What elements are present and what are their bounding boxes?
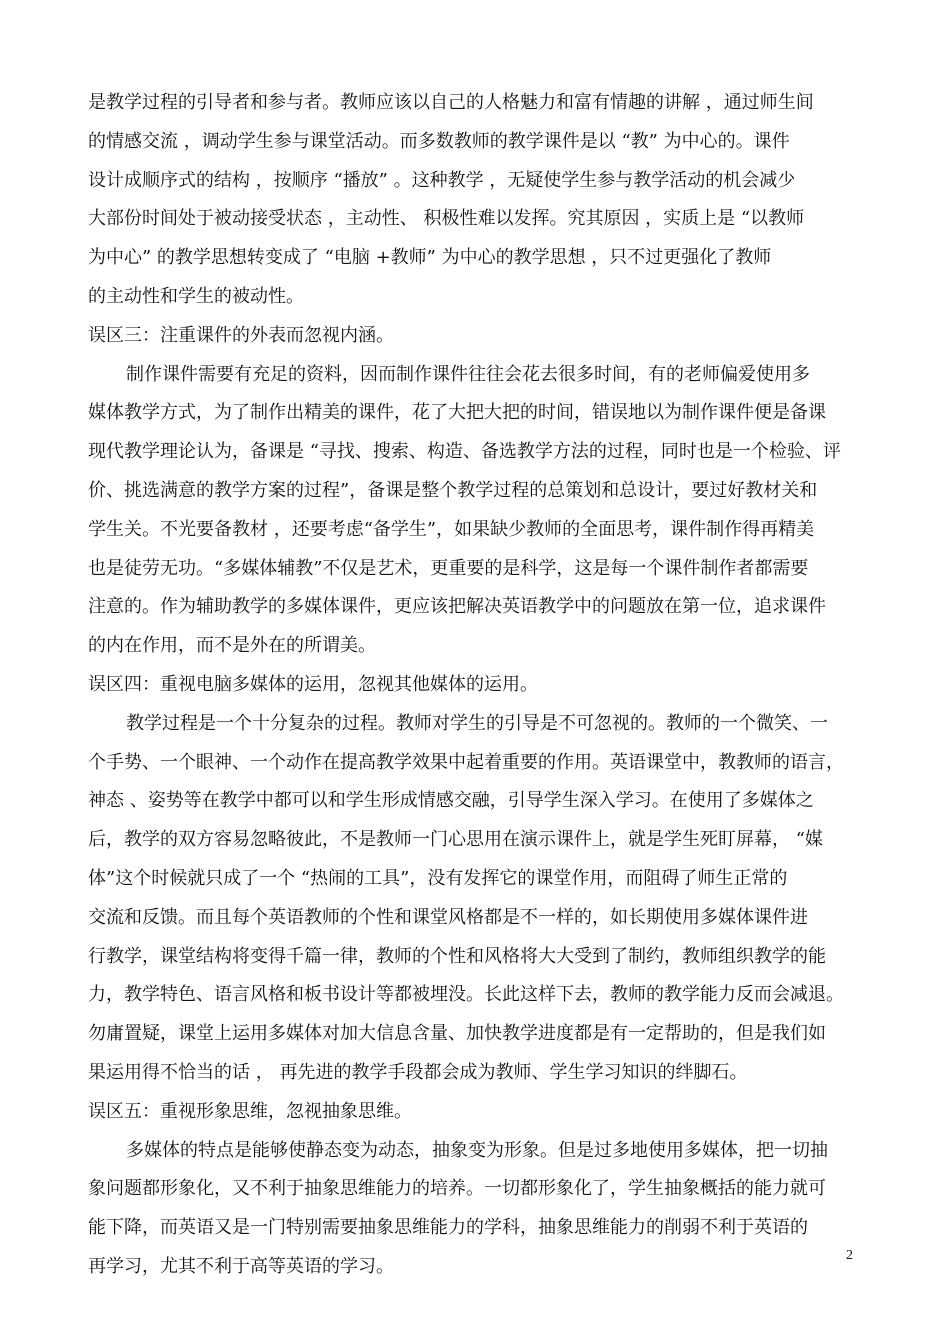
text-line: 大部份时间处于被动接受状态 ，主动性、 积极性难以发挥。究其原因 ，实质上是 “以教师 [88, 208, 805, 230]
text-line: 的主动性和学生的被动性。 [88, 285, 304, 307]
page-number: 2 [846, 1248, 853, 1263]
text-line: 果运用得不恰当的话 ， 再先进的教学手段都会成为教师、学生学习知识的绊脚石。 [88, 1061, 748, 1083]
text-line: 力，教学特色、语言风格和板书设计等都被埋没。长此这样下去，教师的教学能力反而会减退。 [88, 984, 844, 1006]
text-line: 制作课件需要有充足的资料，因而制作课件往往会花去很多时间，有的老师偏爱使用多 [126, 363, 810, 385]
text-line: 也是徒劳无功。“多媒体辅教”不仅是艺术，更重要的是科学，这是每一个课件制作者都需要 [88, 557, 809, 579]
text-line: 个手势、一个眼神、一个动作在提高教学效果中起着重要的作用。英语课堂中，教教师的语言， [88, 751, 844, 773]
text-line: 现代教学理论认为，备课是 “寻找、搜索、构造、备选教学方法的过程，同时也是一个检验、评 [88, 441, 841, 463]
text-line: 媒体教学方式，为了制作出精美的课件，花了大把大把的时间，错误地以为制作课件便是备课 [88, 402, 826, 424]
text-line: 能下降，而英语又是一门特别需要抽象思维能力的学科，抽象思维能力的削弱不利于英语的 [88, 1217, 808, 1239]
section-heading: 误区五：重视形象思维，忽视抽象思维。 [88, 1100, 412, 1122]
text-line: 后，教学的双方容易忽略彼此，不是教师一门心思用在演示课件上，就是学生死盯屏幕， “媒 [88, 829, 823, 851]
text-line: 注意的。作为辅助教学的多媒体课件，更应该把解决英语教学中的问题放在第一位，追求课件 [88, 596, 826, 618]
text-line: 是教学过程的引导者和参与者。教师应该以自己的人格魅力和富有情趣的讲解 ，通过师生间 [88, 92, 814, 113]
text-line: 交流和反馈。而且每个英语教师的个性和课堂风格都是不一样的，如长期使用多媒体课件进 [88, 906, 808, 928]
document-body [88, 84, 868, 1287]
text-line: 体”这个时候就只成了一个 “热闹的工具”，没有发挥它的课堂作用，而阻碍了师生正常的 [88, 867, 788, 889]
text-line: 教学过程是一个十分复杂的过程。教师对学生的引导是不可忽视的。教师的一个微笑、一 [126, 712, 828, 734]
text-line: 的情感交流 ，调动学生参与课堂活动。而多数教师的教学课件是以 “教” 为中心的。课件 [88, 130, 790, 152]
text-line: 勿庸置疑，课堂上运用多媒体对加大信息含量、加快教学进度都是有一定帮助的，但是我们如 [88, 1023, 826, 1045]
text-line: 价、挑选满意的教学方案的过程”，备课是整个教学过程的总策划和总设计，要过好教材关和 [88, 479, 818, 501]
section-heading: 误区四：重视电脑多媒体的运用，忽视其他媒体的运用。 [88, 673, 538, 695]
text-line: 多媒体的特点是能够使静态变为动态，抽象变为形象。但是过多地使用多媒体，把一切抽 [126, 1139, 828, 1161]
text-line: 再学习，尤其不利于高等英语的学习。 [88, 1255, 394, 1277]
text-line: 行教学，课堂结构将变得千篇一律，教师的个性和风格将大大受到了制约，教师组织教学的能 [88, 945, 826, 967]
text-line: 神态 、姿势等在教学中都可以和学生形成情感交融，引导学生深入学习。在使用了多媒体之 [88, 790, 814, 812]
text-line: 学生关。不光要备教材 ，还要考虑“备学生”，如果缺少教师的全面思考，课件制作得再精美 [88, 518, 815, 540]
text-line: 象问题都形象化，又不利于抽象思维能力的培养。一切都形象化了，学生抽象概括的能力就可 [88, 1178, 826, 1200]
text-line: 设计成顺序式的结构 ，按顺序 “播放” 。这种教学 ，无疑使学生参与教学活动的机会减少 [88, 169, 796, 191]
section-heading: 误区三：注重课件的外表而忽视内涵。 [88, 324, 394, 346]
text-line: 的内在作用，而不是外在的所谓美。 [88, 635, 376, 657]
text-line: 为中心” 的教学思想转变成了 “电脑 +教师” 为中心的教学思想 ，只不过更强化了教师 [88, 247, 772, 269]
